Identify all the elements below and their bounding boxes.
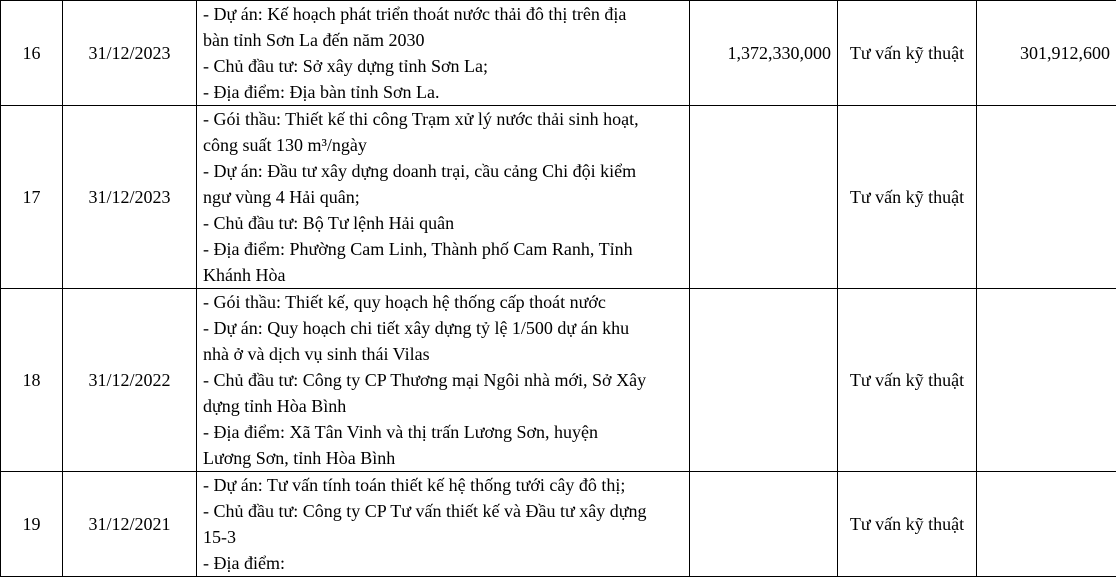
description-line: - Chủ đầu tư: Công ty CP Tư vấn thiết kế và Đầu tư xây dựng <box>203 498 683 524</box>
contract-value <box>690 289 838 472</box>
table-row <box>1 1 1116 106</box>
row-number: 16 <box>1 1 63 106</box>
description-line: - Chủ đầu tư: Sở xây dựng tỉnh Sơn La; <box>203 53 683 79</box>
description-line: ngư vùng 4 Hải quân; <box>203 184 683 210</box>
description-line: bàn tỉnh Sơn La đến năm 2030 <box>203 27 683 53</box>
role: Tư vấn kỹ thuật <box>838 472 977 577</box>
description-line: Lương Sơn, tỉnh Hòa Bình <box>203 445 683 471</box>
row-number: 17 <box>1 106 63 289</box>
table-row <box>1 106 1116 289</box>
description-line: - Dự án: Quy hoạch chi tiết xây dựng tỷ lệ 1/500 dự án khu <box>203 315 683 341</box>
row-number: 19 <box>1 472 63 577</box>
description-line: - Chủ đầu tư: Công ty CP Thương mại Ngôi nhà mới, Sở Xây <box>203 367 683 393</box>
description-line: - Gói thầu: Thiết kế thi công Trạm xử lý nước thải sinh hoạt, <box>203 106 683 132</box>
row-description <box>197 106 690 289</box>
share-amount <box>977 106 1116 289</box>
share-amount <box>977 472 1116 577</box>
description-line: - Dự án: Tư vấn tính toán thiết kế hệ thống tưới cây đô thị; <box>203 472 683 498</box>
description-line: - Địa điểm: Xã Tân Vinh và thị trấn Lương Sơn, huyện <box>203 419 683 445</box>
description-line: 15-3 <box>203 524 683 550</box>
row-description <box>197 289 690 472</box>
description-line: - Dự án: Đầu tư xây dựng doanh trại, cầu cảng Chi đội kiểm <box>203 158 683 184</box>
description-line: - Chủ đầu tư: Bộ Tư lệnh Hải quân <box>203 210 683 236</box>
description-line: - Địa điểm: Phường Cam Linh, Thành phố Cam Ranh, Tỉnh <box>203 236 683 262</box>
row-date: 31/12/2023 <box>63 106 197 289</box>
role: Tư vấn kỹ thuật <box>838 1 977 106</box>
row-date: 31/12/2021 <box>63 472 197 577</box>
description-line: công suất 130 m³/ngày <box>203 132 683 158</box>
row-number: 18 <box>1 289 63 472</box>
description-line: - Gói thầu: Thiết kế, quy hoạch hệ thống cấp thoát nước <box>203 289 683 315</box>
row-description <box>197 472 690 577</box>
contract-value <box>690 106 838 289</box>
share-amount <box>977 289 1116 472</box>
table-row <box>1 472 1116 577</box>
contract-value: 1,372,330,000 <box>690 1 838 106</box>
row-description <box>197 1 690 106</box>
row-date: 31/12/2023 <box>63 1 197 106</box>
role: Tư vấn kỹ thuật <box>838 106 977 289</box>
description-line: - Dự án: Kế hoạch phát triển thoát nước thải đô thị trên địa <box>203 1 683 27</box>
description-line: - Địa điểm: Địa bàn tỉnh Sơn La. <box>203 79 683 105</box>
role: Tư vấn kỹ thuật <box>838 289 977 472</box>
contract-value <box>690 472 838 577</box>
description-line: Khánh Hòa <box>203 262 683 288</box>
row-date: 31/12/2022 <box>63 289 197 472</box>
description-line: nhà ở và dịch vụ sinh thái Vilas <box>203 341 683 367</box>
share-amount: 301,912,600 <box>977 1 1116 106</box>
description-line: - Địa điểm: <box>203 550 683 576</box>
description-line: dựng tỉnh Hòa Bình <box>203 393 683 419</box>
table-row <box>1 289 1116 472</box>
